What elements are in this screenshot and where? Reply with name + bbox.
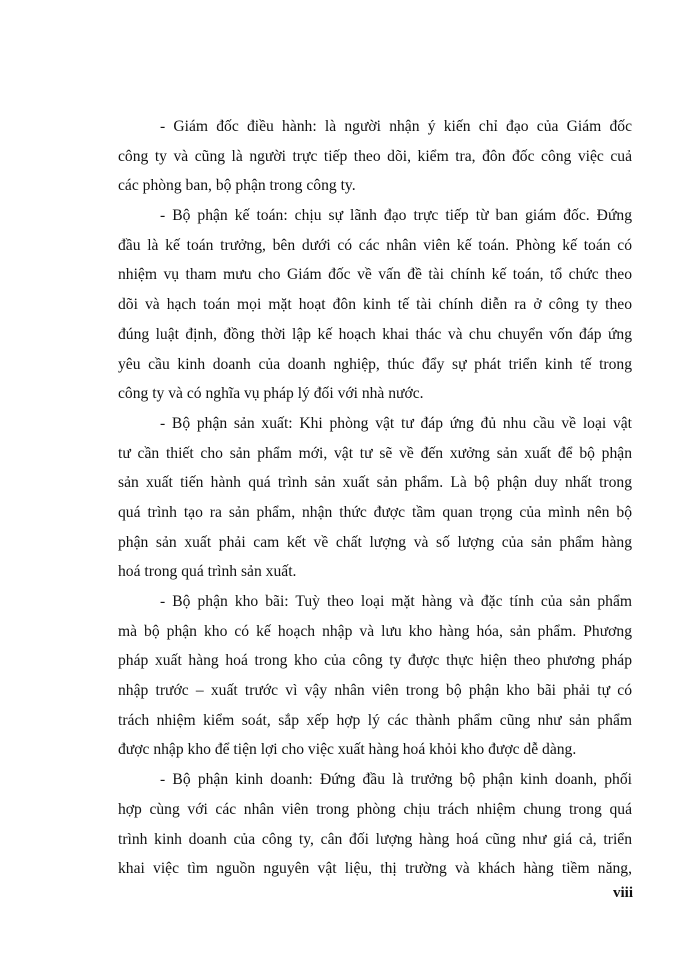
text-line: công ty và cũng là người trực tiếp theo dõi, kiểm tra, đôn đốc công việc cuả xyxy=(118,147,632,165)
text-line: khai việc tìm nguồn nguyên vật liệu, thị trường và khách hàng tiềm năng, xyxy=(118,860,632,878)
body-text xyxy=(118,112,632,884)
text-line: - Bộ phận kho bãi: Tuỳ theo loại mặt hàng và đặc tính của sản phẩm xyxy=(160,593,632,610)
text-line: - Bộ phận sản xuất: Khi phòng vật tư đáp ứng đủ nhu cầu về loại vật xyxy=(160,414,632,432)
text-line: tư cần thiết cho sản phẩm mới, vật tư sẽ về đến xưởng sản xuất để bộ phận xyxy=(118,444,632,462)
paragraph-bo-phan-kinh-doanh xyxy=(118,765,632,884)
text-line: quá trình tạo ra sản phẩm, nhận thức được tầm quan trọng của mình nên bộ xyxy=(118,503,632,521)
text-line: dõi và hạch toán mọi mặt hoạt đôn kinh tế tài chính diễn ra ở công ty theo xyxy=(118,296,632,314)
text-line: - Giám đốc điều hành: là người nhận ý kiến chỉ đạo của Giám đốc xyxy=(160,118,632,135)
text-line: đúng luật định, đồng thời lập kế hoạch khai thác và chu chuyển vốn đáp ứng xyxy=(118,325,632,343)
text-line: phận sản xuất phải cam kết về chất lượng và số lượng của sản phẩm hàng xyxy=(118,533,632,551)
paragraph-bo-phan-kho-bai xyxy=(118,587,632,765)
text-line: công ty và có nghĩa vụ pháp lý đối với nhà nước. xyxy=(118,385,424,403)
page-number: viii xyxy=(612,885,633,901)
text-line: sản xuất tiến hành quá trình sản xuất sản phẩm. Là bộ phận duy nhất trong xyxy=(118,474,632,492)
text-line: các phòng ban, bộ phận trong công ty. xyxy=(118,177,356,195)
paragraph-bo-phan-ke-toan xyxy=(118,201,632,409)
text-line: được nhập kho để tiện lợi cho việc xuất hàng hoá khỏi kho được dễ dàng. xyxy=(118,741,577,759)
text-line: đầu là kế toán trưởng, bên dưới có các nhân viên kế toán. Phòng kế toán có xyxy=(118,236,632,254)
text-line: pháp xuất hàng hoá trong kho của công ty được thực hiện theo phương pháp xyxy=(118,652,632,670)
text-line: yêu cầu kinh doanh của doanh nghiệp, thúc đẩy sự phát triển kinh tế trong xyxy=(118,355,632,373)
text-line: nhiệm vụ tham mưu cho Giám đốc về vấn đề tài chính kế toán, tổ chức theo xyxy=(118,266,632,284)
paragraph-bo-phan-san-xuat xyxy=(118,409,632,587)
text-line: mà bộ phận kho có kế hoạch nhập và lưu kho hàng hóa, sản phẩm. Phương xyxy=(118,622,632,640)
text-line: trình kinh doanh của công ty, cân đối lượng hàng hoá cũng như giá cả, triển xyxy=(118,830,632,848)
paragraph-giam-doc-dieu-hanh xyxy=(118,112,632,201)
text-line: hợp cùng với các nhân viên trong phòng chịu trách nhiệm chung trong quá xyxy=(118,800,632,818)
text-line: nhập trước – xuất trước vì vậy nhân viên trong bộ phận kho bãi phải tự có xyxy=(118,682,632,700)
text-line: - Bộ phận kinh doanh: Đứng đầu là trưởng bộ phận kinh doanh, phối xyxy=(160,771,632,789)
text-line: trách nhiệm kiểm soát, sắp xếp hợp lý các thành phẩm cũng như sản phẩm xyxy=(118,711,632,729)
text-line: - Bộ phận kế toán: chịu sự lãnh đạo trực tiếp từ ban giám đốc. Đứng xyxy=(160,207,632,225)
text-line: hoá trong quá trình sản xuất. xyxy=(118,563,297,581)
